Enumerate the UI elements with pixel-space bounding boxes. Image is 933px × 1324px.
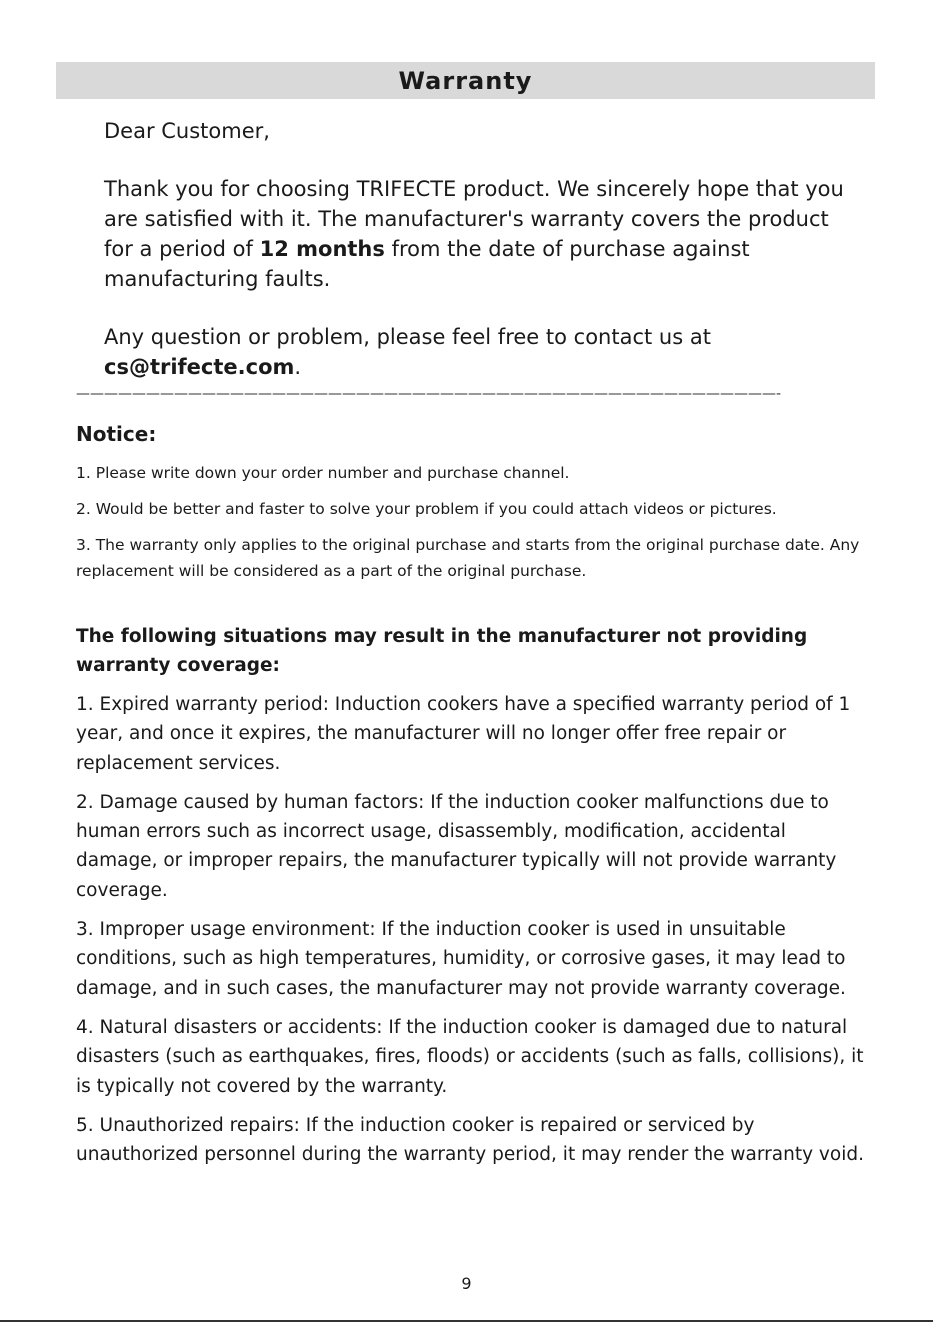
title-bar [56,62,875,99]
situation-item: 3. Improper usage environment: If the induction cooker is used in unsuitable conditions, such as high temperatures, humidity, or corrosive gases, it may lead to damage, and in such cases, the manufacturer may not provide warranty coverage. [76,919,846,999]
situation-item: 2. Damage caused by human factors: If the induction cooker malfunctions due to human errors such as incorrect usage, disassembly, modification, accidental damage, or improper repairs, the manufacturer typically will not provide warranty coverage. [76,791,837,901]
notice-item: 1. Please write down your order number and purchase channel. [76,464,570,482]
notice-item: 2. Would be better and faster to solve your problem if you could attach videos or pictures. [76,500,777,518]
bottom-rule [0,1320,933,1322]
thanks-text-end: from the date of purchase against manufacturing faults. [104,237,750,291]
page-number: 9 [461,1274,472,1293]
situations-title: The following situations may result in the manufacturer not providing warranty coverage: [76,626,808,676]
notice-title: Notice: [76,422,157,446]
greeting: Dear Customer, [104,119,270,143]
situation-item: 1. Expired warranty period: Induction cookers have a specified warranty period of 1 year, and once it expires, the manufacturer will no longer offer free repair or replacement services. [76,694,851,774]
situations-list [76,690,866,1179]
notice-item: 3. The warranty only applies to the original purchase and starts from the original purchase date. Any replacement will be considered as a part of the original purchase. [76,536,860,580]
situation-item: 4. Natural disasters or accidents: If the induction cooker is damaged due to natural disasters (such as earthquakes, fires, floods) or accidents (such as falls, collisions), it is typically not covered by the warranty. [76,1016,864,1097]
contact-email[interactable]: cs@trifecte.com [104,355,295,379]
contact-period: . [294,355,302,379]
contact-paragraph [104,322,844,382]
contact-text: Any question or problem, please feel free to contact us at [104,325,711,349]
thanks-text-start: Thank you for choosing TRIFECTE product. We sincerely hope that you are satisfied with it. The manufacturer's warranty covers the product for a period of [104,177,844,261]
situation-item: 5. Unauthorized repairs: If the induction cooker is repaired or serviced by unauthorized personnel during the warranty period, it may render the warranty void. [76,1114,864,1166]
intro-section [104,116,844,382]
warranty-period: 12 months [259,237,385,261]
notice-list [76,460,876,594]
page-title: Warranty [398,66,533,95]
dashed-separator: ——————————————————————————————————————————————————- [76,386,782,402]
thanks-paragraph [104,174,844,294]
